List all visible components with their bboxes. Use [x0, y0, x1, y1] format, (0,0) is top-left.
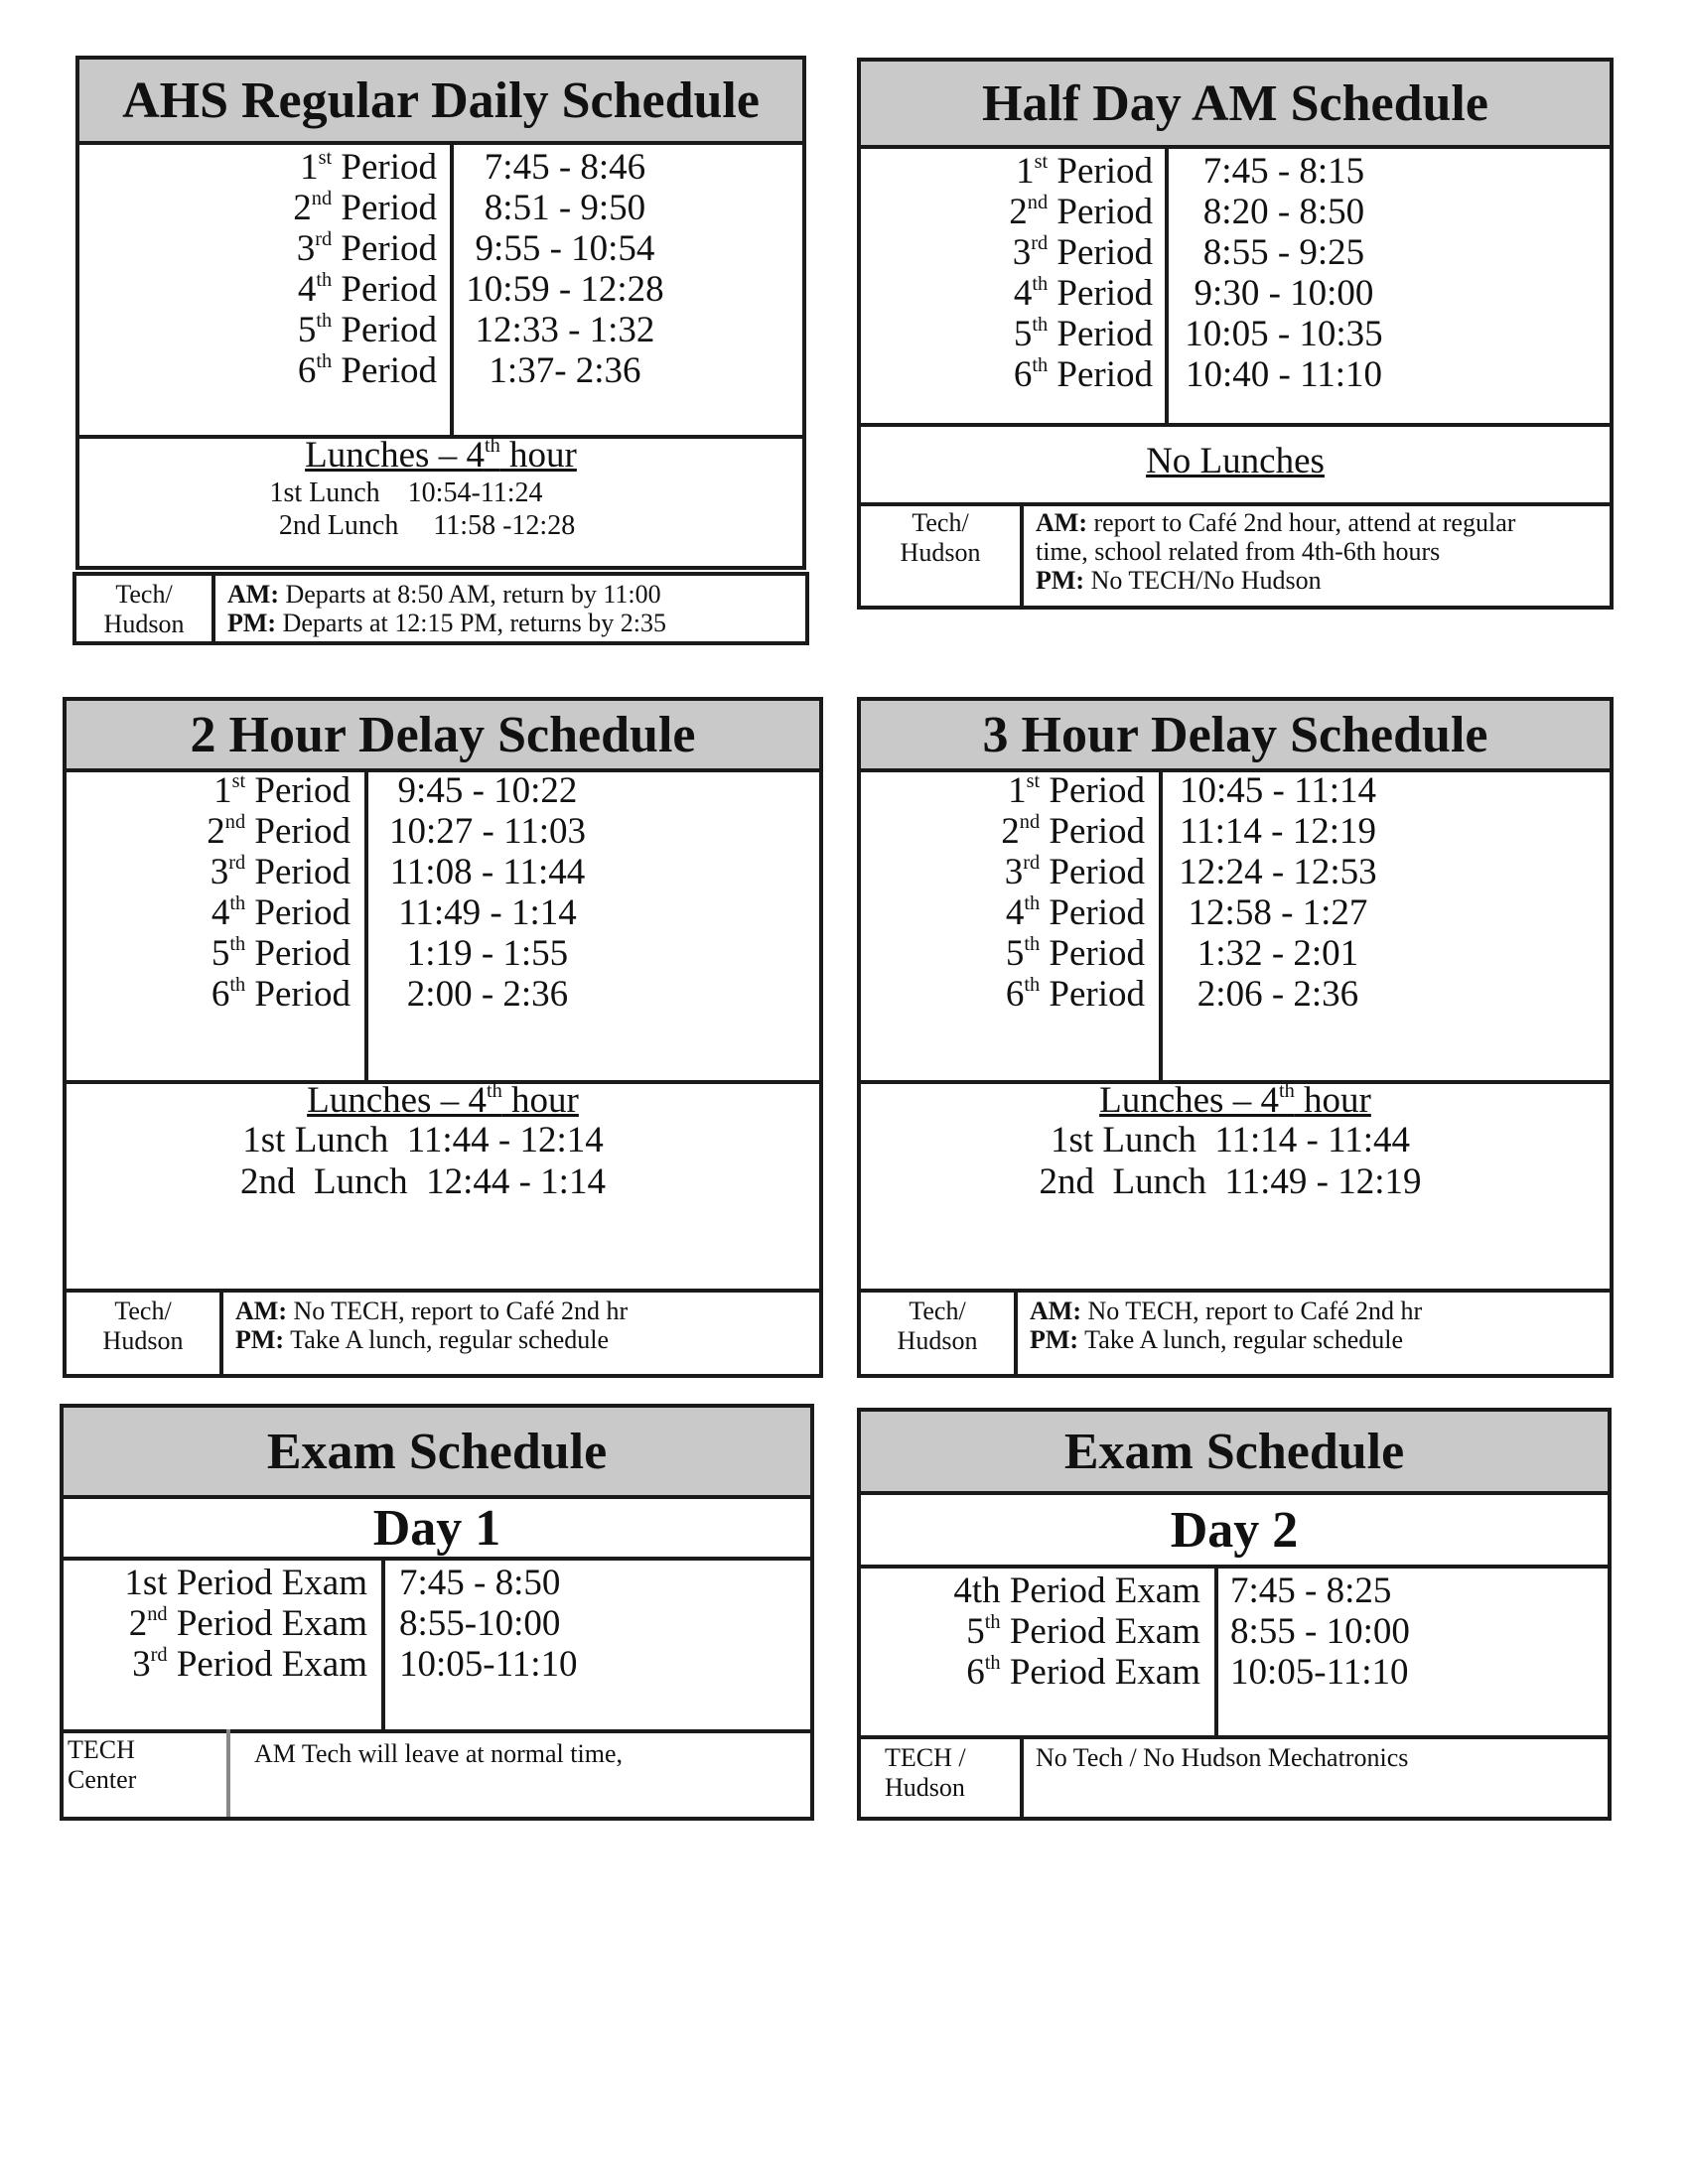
- period-label: 4th Period: [1005, 891, 1145, 933]
- halfday-tech-divider: [861, 502, 1610, 506]
- period-time: 9:55 - 10:54: [475, 228, 655, 269]
- period-time: 8:51 - 9:50: [484, 188, 646, 228]
- exam-day1-title: Exam Schedule: [64, 1408, 810, 1499]
- exam-time: 7:45 - 8:50: [399, 1563, 561, 1603]
- exam-label: 4th Period Exam: [953, 1570, 1200, 1611]
- exam-day1-labels: [64, 1563, 367, 1685]
- delay2-tech-note: AM: No TECH, report to Café 2nd hr PM: Take A lunch, regular schedule: [235, 1297, 629, 1354]
- regular-period-times: [454, 147, 676, 391]
- regular-lunch-1: 1st Lunch 10:54-11:24: [269, 478, 543, 508]
- period-label: 3rd Period: [296, 227, 437, 269]
- exam-day2-column-divider: [1214, 1569, 1218, 1735]
- exam-label: 3rd Period Exam: [132, 1643, 367, 1685]
- period-time: 1:19 - 1:55: [406, 933, 569, 974]
- period-time: 10:59 - 12:28: [466, 269, 664, 310]
- delay3-schedule-title: 3 Hour Delay Schedule: [861, 701, 1610, 772]
- halfday-schedule-box: [857, 58, 1614, 610]
- exam-day2-tech-label: TECH / Hudson: [885, 1743, 966, 1802]
- period-label: 1st Period: [300, 146, 437, 188]
- delay3-tech-col-divider: [1014, 1289, 1018, 1374]
- exam-time: 7:45 - 8:25: [1230, 1570, 1392, 1611]
- regular-tech-label: Tech/ Hudson: [103, 580, 185, 638]
- delay3-lunch-title: Lunches – 4th hour: [1099, 1079, 1371, 1121]
- exam-day1-box: [60, 1404, 814, 1821]
- exam-day2-tech-divider: [861, 1735, 1608, 1739]
- period-label: 1st Period: [1016, 150, 1153, 192]
- period-time: 1:37- 2:36: [489, 350, 641, 391]
- period-time: 10:45 - 11:14: [1179, 770, 1376, 811]
- exam-label: 6th Period Exam: [966, 1651, 1200, 1693]
- period-time: 11:08 - 11:44: [389, 852, 586, 892]
- delay3-period-times: [1163, 770, 1393, 1015]
- exam-day1-day: Day 1: [64, 1499, 810, 1561]
- period-label: 2nd Period: [1001, 810, 1145, 852]
- period-label: 6th Period: [297, 349, 437, 391]
- delay3-lunch-1: 1st Lunch 11:14 - 11:44: [1050, 1120, 1411, 1160]
- halfday-tech-col-divider: [1020, 502, 1024, 606]
- regular-lunch-2: 2nd Lunch 11:58 -12:28: [278, 510, 576, 541]
- regular-tech-divider: [211, 576, 215, 641]
- exam-day2-tech-note: No Tech / No Hudson Mechatronics: [1036, 1743, 1409, 1772]
- period-time: 1:32 - 2:01: [1196, 933, 1359, 974]
- exam-label: 1st Period Exam: [124, 1563, 367, 1603]
- exam-day2-labels: [861, 1570, 1200, 1693]
- period-time: 12:58 - 1:27: [1188, 892, 1368, 933]
- delay2-tech-divider: [67, 1289, 819, 1293]
- halfday-tech-note: AM: report to Café 2nd hour, attend at regular time, school related from 4th-6th hours PM: No TECH/No Hudson: [1036, 508, 1516, 595]
- exam-day1-column-divider: [381, 1561, 385, 1729]
- regular-period-labels: [79, 147, 437, 391]
- period-label: 5th Period: [1013, 313, 1153, 354]
- period-time: 7:45 - 8:46: [484, 147, 646, 188]
- period-label: 6th Period: [1005, 973, 1145, 1015]
- period-time: 9:45 - 10:22: [397, 770, 578, 811]
- exam-day1-tech-col-divider: [226, 1729, 230, 1817]
- period-label: 4th Period: [297, 268, 437, 310]
- regular-tech-box: [72, 572, 809, 645]
- delay2-schedule-box: [63, 697, 823, 1378]
- exam-day2-day: Day 2: [861, 1495, 1608, 1569]
- period-time: 2:06 - 2:36: [1196, 974, 1359, 1015]
- period-time: 2:00 - 2:36: [406, 974, 569, 1015]
- delay2-schedule-title: 2 Hour Delay Schedule: [67, 701, 819, 772]
- regular-schedule-title: AHS Regular Daily Schedule: [79, 60, 802, 145]
- halfday-lunch-divider: [861, 423, 1610, 427]
- delay3-tech-label: Tech/ Hudson: [897, 1297, 978, 1355]
- period-time: 10:05 - 10:35: [1185, 314, 1383, 354]
- exam-day2-tech-col-divider: [1020, 1735, 1024, 1817]
- period-time: 8:20 - 8:50: [1202, 192, 1365, 232]
- period-label: 6th Period: [211, 973, 351, 1015]
- period-label: 6th Period: [1013, 353, 1153, 395]
- period-label: 4th Period: [211, 891, 351, 933]
- period-label: 5th Period: [211, 932, 351, 974]
- delay2-tech-col-divider: [219, 1289, 223, 1374]
- delay2-lunch-title: Lunches – 4th hour: [307, 1079, 579, 1121]
- delay2-lunch-2: 2nd Lunch 12:44 - 1:14: [240, 1161, 606, 1202]
- exam-time: 10:05-11:10: [399, 1644, 578, 1685]
- period-label: 4th Period: [1013, 272, 1153, 314]
- period-label: 3rd Period: [1012, 231, 1153, 273]
- delay3-tech-note: AM: No TECH, report to Café 2nd hr PM: Take A lunch, regular schedule: [1030, 1297, 1423, 1354]
- halfday-period-labels: [861, 151, 1153, 395]
- exam-day1-times: [399, 1563, 578, 1685]
- exam-day1-tech-label: TECH Center: [68, 1735, 137, 1794]
- period-label: 5th Period: [297, 309, 437, 350]
- exam-label: 2nd Period Exam: [128, 1602, 367, 1644]
- exam-time: 8:55 - 10:00: [1230, 1611, 1410, 1652]
- delay2-tech-label: Tech/ Hudson: [102, 1297, 184, 1355]
- delay3-schedule-box: [857, 697, 1614, 1378]
- period-time: 12:33 - 1:32: [475, 310, 655, 350]
- delay2-period-times: [368, 770, 607, 1015]
- period-time: 11:14 - 12:19: [1179, 811, 1376, 852]
- exam-label: 5th Period Exam: [966, 1610, 1200, 1652]
- regular-lunch-title: Lunches – 4th hour: [305, 434, 577, 476]
- period-time: 10:40 - 11:10: [1185, 354, 1382, 395]
- period-label: 2nd Period: [1009, 191, 1153, 232]
- regular-tech-note: AM: Departs at 8:50 AM, return by 11:00 PM: Departs at 12:15 PM, returns by 2:35: [227, 580, 666, 637]
- halfday-tech-label: Tech/ Hudson: [900, 508, 981, 567]
- exam-time: 8:55-10:00: [399, 1603, 561, 1644]
- period-label: 1st Period: [213, 769, 351, 811]
- period-time: 11:49 - 1:14: [398, 892, 577, 933]
- period-label: 5th Period: [1005, 932, 1145, 974]
- halfday-period-times: [1169, 151, 1399, 395]
- period-time: 12:24 - 12:53: [1179, 852, 1377, 892]
- period-time: 9:30 - 10:00: [1194, 273, 1374, 314]
- delay3-period-labels: [861, 770, 1145, 1015]
- exam-day2-title: Exam Schedule: [861, 1412, 1608, 1495]
- delay2-period-labels: [67, 770, 351, 1015]
- halfday-lunch-title: No Lunches: [1146, 441, 1325, 481]
- period-label: 3rd Period: [210, 851, 351, 892]
- period-time: 10:27 - 11:03: [388, 811, 586, 852]
- period-label: 1st Period: [1008, 769, 1145, 811]
- exam-day2-box: [857, 1408, 1612, 1821]
- halfday-schedule-title: Half Day AM Schedule: [861, 62, 1610, 149]
- exam-time: 10:05-11:10: [1230, 1652, 1409, 1693]
- delay3-tech-divider: [861, 1289, 1610, 1293]
- delay3-lunch-2: 2nd Lunch 11:49 - 12:19: [1039, 1161, 1422, 1202]
- delay2-lunch-1: 1st Lunch 11:44 - 12:14: [242, 1120, 604, 1160]
- period-time: 8:55 - 9:25: [1202, 232, 1365, 273]
- exam-day1-tech-note: AM Tech will leave at normal time,: [254, 1739, 623, 1768]
- exam-day1-tech-divider: [64, 1729, 810, 1733]
- exam-day2-times: [1230, 1570, 1410, 1693]
- period-label: 3rd Period: [1004, 851, 1145, 892]
- regular-schedule-box: [75, 56, 806, 570]
- period-label: 2nd Period: [207, 810, 351, 852]
- period-label: 2nd Period: [293, 187, 437, 228]
- period-time: 7:45 - 8:15: [1202, 151, 1365, 192]
